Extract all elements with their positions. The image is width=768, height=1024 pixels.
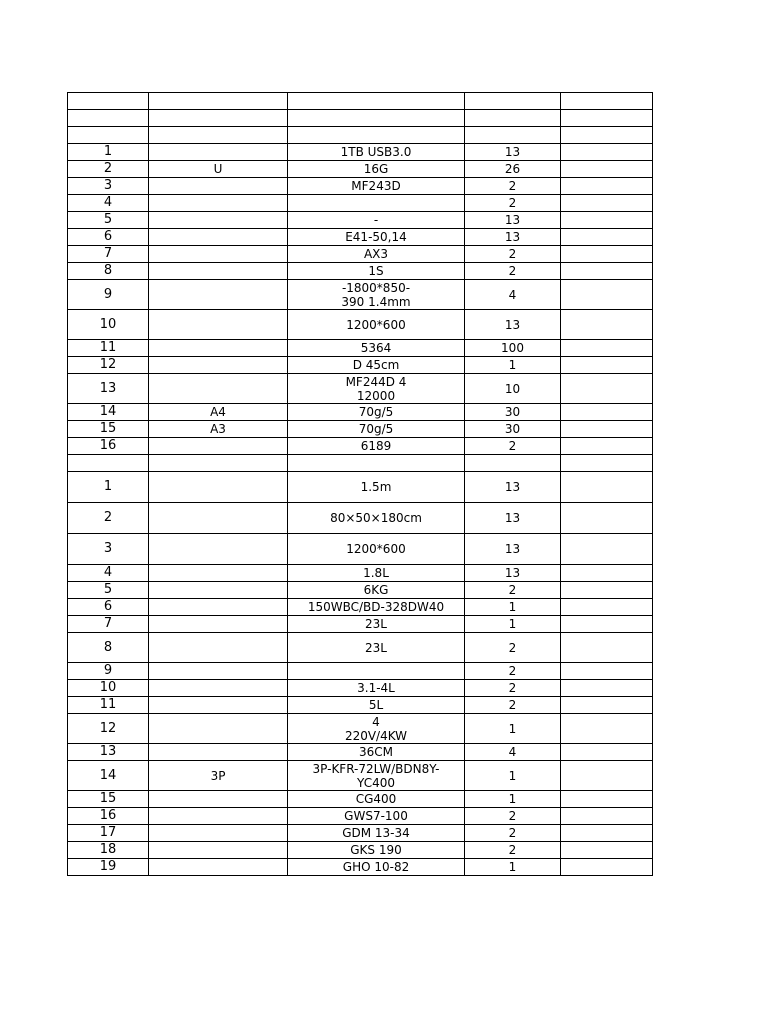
cell-name (149, 374, 288, 404)
cell-spec: 80×50×180cm (288, 503, 465, 534)
cell-spec: -1800*850- 390 1.4mm (288, 280, 465, 310)
cell-index: 3 (68, 178, 149, 195)
cell-name (149, 310, 288, 340)
cell-remark (561, 438, 653, 455)
table-row (68, 455, 653, 472)
cell-quantity: 2 (465, 825, 561, 842)
cell-spec: 1.5m (288, 472, 465, 503)
cell-remark (561, 212, 653, 229)
cell-name: A3 (149, 421, 288, 438)
table-body (68, 110, 653, 876)
cell-remark (561, 404, 653, 421)
table-row (68, 357, 653, 374)
cell-remark (561, 825, 653, 842)
cell-spec: GWS7-100 (288, 808, 465, 825)
cell-index: 12 (68, 714, 149, 744)
cell-remark (561, 127, 653, 144)
cell-remark (561, 791, 653, 808)
cell-spec: 36CM (288, 744, 465, 761)
cell-index: 14 (68, 404, 149, 421)
cell-quantity: 2 (465, 263, 561, 280)
cell-remark (561, 697, 653, 714)
cell-remark (561, 616, 653, 633)
cell-quantity: 2 (465, 178, 561, 195)
table-row (68, 374, 653, 404)
cell-name (149, 859, 288, 876)
header-cell-remark (561, 93, 653, 110)
cell-name (149, 582, 288, 599)
cell-index: 17 (68, 825, 149, 842)
cell-quantity: 13 (465, 534, 561, 565)
table-row (68, 340, 653, 357)
cell-quantity: 4 (465, 280, 561, 310)
table-row (68, 263, 653, 280)
cell-index: 19 (68, 859, 149, 876)
cell-name (149, 744, 288, 761)
cell-remark (561, 680, 653, 697)
cell-quantity: 13 (465, 144, 561, 161)
cell-remark (561, 503, 653, 534)
cell-remark (561, 842, 653, 859)
cell-name (149, 714, 288, 744)
cell-quantity (465, 110, 561, 127)
cell-remark (561, 808, 653, 825)
cell-remark (561, 340, 653, 357)
cell-index: 3 (68, 534, 149, 565)
cell-spec: MF244D 4 12000 (288, 374, 465, 404)
cell-remark (561, 144, 653, 161)
cell-spec: 1.8L (288, 565, 465, 582)
table-row (68, 859, 653, 876)
cell-index: 1 (68, 472, 149, 503)
cell-spec: 6KG (288, 582, 465, 599)
cell-index: 16 (68, 438, 149, 455)
header-cell-quantity (465, 93, 561, 110)
header-row (68, 93, 653, 110)
cell-name (149, 534, 288, 565)
cell-quantity: 1 (465, 859, 561, 876)
cell-index: 11 (68, 697, 149, 714)
cell-index: 1 (68, 144, 149, 161)
cell-index: 9 (68, 280, 149, 310)
cell-quantity: 2 (465, 680, 561, 697)
cell-spec: MF243D (288, 178, 465, 195)
cell-quantity: 2 (465, 842, 561, 859)
cell-quantity: 1 (465, 616, 561, 633)
cell-name (149, 212, 288, 229)
cell-name (149, 340, 288, 357)
cell-remark (561, 761, 653, 791)
table-row (68, 825, 653, 842)
table-row (68, 791, 653, 808)
cell-index: 7 (68, 616, 149, 633)
table-row (68, 744, 653, 761)
cell-spec: 23L (288, 633, 465, 663)
cell-name (149, 455, 288, 472)
cell-index: 18 (68, 842, 149, 859)
header-cell-index (68, 93, 149, 110)
cell-spec (288, 663, 465, 680)
cell-spec: 1TB USB3.0 (288, 144, 465, 161)
cell-remark (561, 178, 653, 195)
cell-spec (288, 455, 465, 472)
cell-remark (561, 565, 653, 582)
cell-name: U (149, 161, 288, 178)
cell-index: 4 (68, 565, 149, 582)
table-row (68, 127, 653, 144)
cell-name (149, 263, 288, 280)
cell-quantity: 2 (465, 195, 561, 212)
cell-name (149, 680, 288, 697)
table-row (68, 534, 653, 565)
cell-quantity: 2 (465, 808, 561, 825)
table-row (68, 697, 653, 714)
cell-quantity: 1 (465, 357, 561, 374)
cell-spec: 4 220V/4KW (288, 714, 465, 744)
cell-name (149, 842, 288, 859)
cell-index: 8 (68, 633, 149, 663)
cell-name (149, 616, 288, 633)
table-row (68, 599, 653, 616)
cell-index: 6 (68, 599, 149, 616)
table-row (68, 438, 653, 455)
cell-spec: D 45cm (288, 357, 465, 374)
cell-remark (561, 859, 653, 876)
cell-spec: 16G (288, 161, 465, 178)
cell-index: 5 (68, 212, 149, 229)
table-row (68, 761, 653, 791)
cell-quantity: 30 (465, 404, 561, 421)
cell-remark (561, 229, 653, 246)
cell-quantity: 13 (465, 472, 561, 503)
cell-spec: GDM 13-34 (288, 825, 465, 842)
cell-name (149, 229, 288, 246)
table-row (68, 714, 653, 744)
cell-quantity (465, 455, 561, 472)
cell-remark (561, 663, 653, 680)
cell-name (149, 599, 288, 616)
table-row (68, 110, 653, 127)
table-row (68, 503, 653, 534)
table-row (68, 280, 653, 310)
cell-name (149, 127, 288, 144)
cell-index: 13 (68, 374, 149, 404)
cell-name (149, 633, 288, 663)
table-row (68, 404, 653, 421)
cell-name: 3P (149, 761, 288, 791)
cell-remark (561, 357, 653, 374)
cell-remark (561, 633, 653, 663)
table-row (68, 246, 653, 263)
cell-remark (561, 714, 653, 744)
table-row (68, 310, 653, 340)
cell-index: 16 (68, 808, 149, 825)
table-row (68, 616, 653, 633)
cell-quantity: 1 (465, 599, 561, 616)
cell-remark (561, 744, 653, 761)
cell-index: 8 (68, 263, 149, 280)
cell-index: 10 (68, 680, 149, 697)
cell-quantity: 2 (465, 633, 561, 663)
cell-spec: 70g/5 (288, 421, 465, 438)
cell-index: 5 (68, 582, 149, 599)
table-row (68, 680, 653, 697)
cell-index: 4 (68, 195, 149, 212)
cell-spec: 5L (288, 697, 465, 714)
cell-quantity: 1 (465, 791, 561, 808)
cell-remark (561, 161, 653, 178)
cell-spec: GHO 10-82 (288, 859, 465, 876)
cell-remark (561, 455, 653, 472)
cell-spec: 6189 (288, 438, 465, 455)
cell-remark (561, 534, 653, 565)
cell-quantity: 13 (465, 565, 561, 582)
table-row (68, 633, 653, 663)
cell-spec: 70g/5 (288, 404, 465, 421)
cell-index: 7 (68, 246, 149, 263)
table-row (68, 229, 653, 246)
cell-name (149, 565, 288, 582)
cell-name (149, 246, 288, 263)
header-cell-name (149, 93, 288, 110)
table-row (68, 808, 653, 825)
cell-spec: 3P-KFR-72LW/BDN8Y- YC400 (288, 761, 465, 791)
cell-remark (561, 110, 653, 127)
cell-quantity: 1 (465, 761, 561, 791)
cell-name: A4 (149, 404, 288, 421)
cell-quantity (465, 127, 561, 144)
cell-name (149, 503, 288, 534)
cell-name (149, 472, 288, 503)
cell-remark (561, 374, 653, 404)
cell-spec: 5364 (288, 340, 465, 357)
equipment-table (67, 92, 653, 876)
cell-quantity: 2 (465, 697, 561, 714)
cell-remark (561, 246, 653, 263)
cell-quantity: 1 (465, 714, 561, 744)
cell-quantity: 30 (465, 421, 561, 438)
cell-quantity: 13 (465, 503, 561, 534)
cell-spec: 1S (288, 263, 465, 280)
cell-quantity: 4 (465, 744, 561, 761)
cell-spec: GKS 190 (288, 842, 465, 859)
cell-name (149, 195, 288, 212)
cell-spec (288, 127, 465, 144)
cell-name (149, 438, 288, 455)
table-row (68, 144, 653, 161)
table-row (68, 663, 653, 680)
cell-spec: 1200*600 (288, 534, 465, 565)
table-row (68, 842, 653, 859)
cell-quantity: 13 (465, 212, 561, 229)
cell-remark (561, 263, 653, 280)
cell-remark (561, 582, 653, 599)
cell-spec: 23L (288, 616, 465, 633)
cell-spec: 1200*600 (288, 310, 465, 340)
cell-quantity: 13 (465, 310, 561, 340)
cell-quantity: 100 (465, 340, 561, 357)
cell-remark (561, 310, 653, 340)
cell-remark (561, 421, 653, 438)
cell-spec: CG400 (288, 791, 465, 808)
cell-index: 14 (68, 761, 149, 791)
cell-index: 2 (68, 503, 149, 534)
cell-index (68, 455, 149, 472)
cell-name (149, 110, 288, 127)
cell-quantity: 2 (465, 438, 561, 455)
table-row (68, 582, 653, 599)
cell-spec: AX3 (288, 246, 465, 263)
cell-index: 15 (68, 421, 149, 438)
cell-index: 15 (68, 791, 149, 808)
cell-index (68, 127, 149, 144)
table-row (68, 565, 653, 582)
cell-index (68, 110, 149, 127)
cell-name (149, 280, 288, 310)
cell-index: 6 (68, 229, 149, 246)
table-row (68, 212, 653, 229)
table-row (68, 161, 653, 178)
cell-name (149, 178, 288, 195)
cell-index: 2 (68, 161, 149, 178)
header-cell-spec (288, 93, 465, 110)
cell-name (149, 663, 288, 680)
cell-quantity: 13 (465, 229, 561, 246)
cell-quantity: 2 (465, 246, 561, 263)
cell-quantity: 26 (465, 161, 561, 178)
cell-name (149, 144, 288, 161)
cell-name (149, 697, 288, 714)
cell-name (149, 357, 288, 374)
cell-spec: E41-50,14 (288, 229, 465, 246)
cell-remark (561, 195, 653, 212)
cell-index: 12 (68, 357, 149, 374)
cell-remark (561, 280, 653, 310)
cell-index: 9 (68, 663, 149, 680)
table-row (68, 195, 653, 212)
table-row (68, 421, 653, 438)
cell-spec (288, 195, 465, 212)
cell-quantity: 2 (465, 582, 561, 599)
cell-quantity: 2 (465, 663, 561, 680)
cell-spec: - (288, 212, 465, 229)
cell-quantity: 10 (465, 374, 561, 404)
cell-remark (561, 599, 653, 616)
cell-name (149, 825, 288, 842)
cell-remark (561, 472, 653, 503)
cell-spec: 150WBC/BD-328DW40 (288, 599, 465, 616)
cell-spec: 3.1-4L (288, 680, 465, 697)
cell-index: 13 (68, 744, 149, 761)
cell-index: 10 (68, 310, 149, 340)
cell-spec (288, 110, 465, 127)
cell-name (149, 791, 288, 808)
table-row (68, 178, 653, 195)
cell-index: 11 (68, 340, 149, 357)
cell-name (149, 808, 288, 825)
table-row (68, 472, 653, 503)
